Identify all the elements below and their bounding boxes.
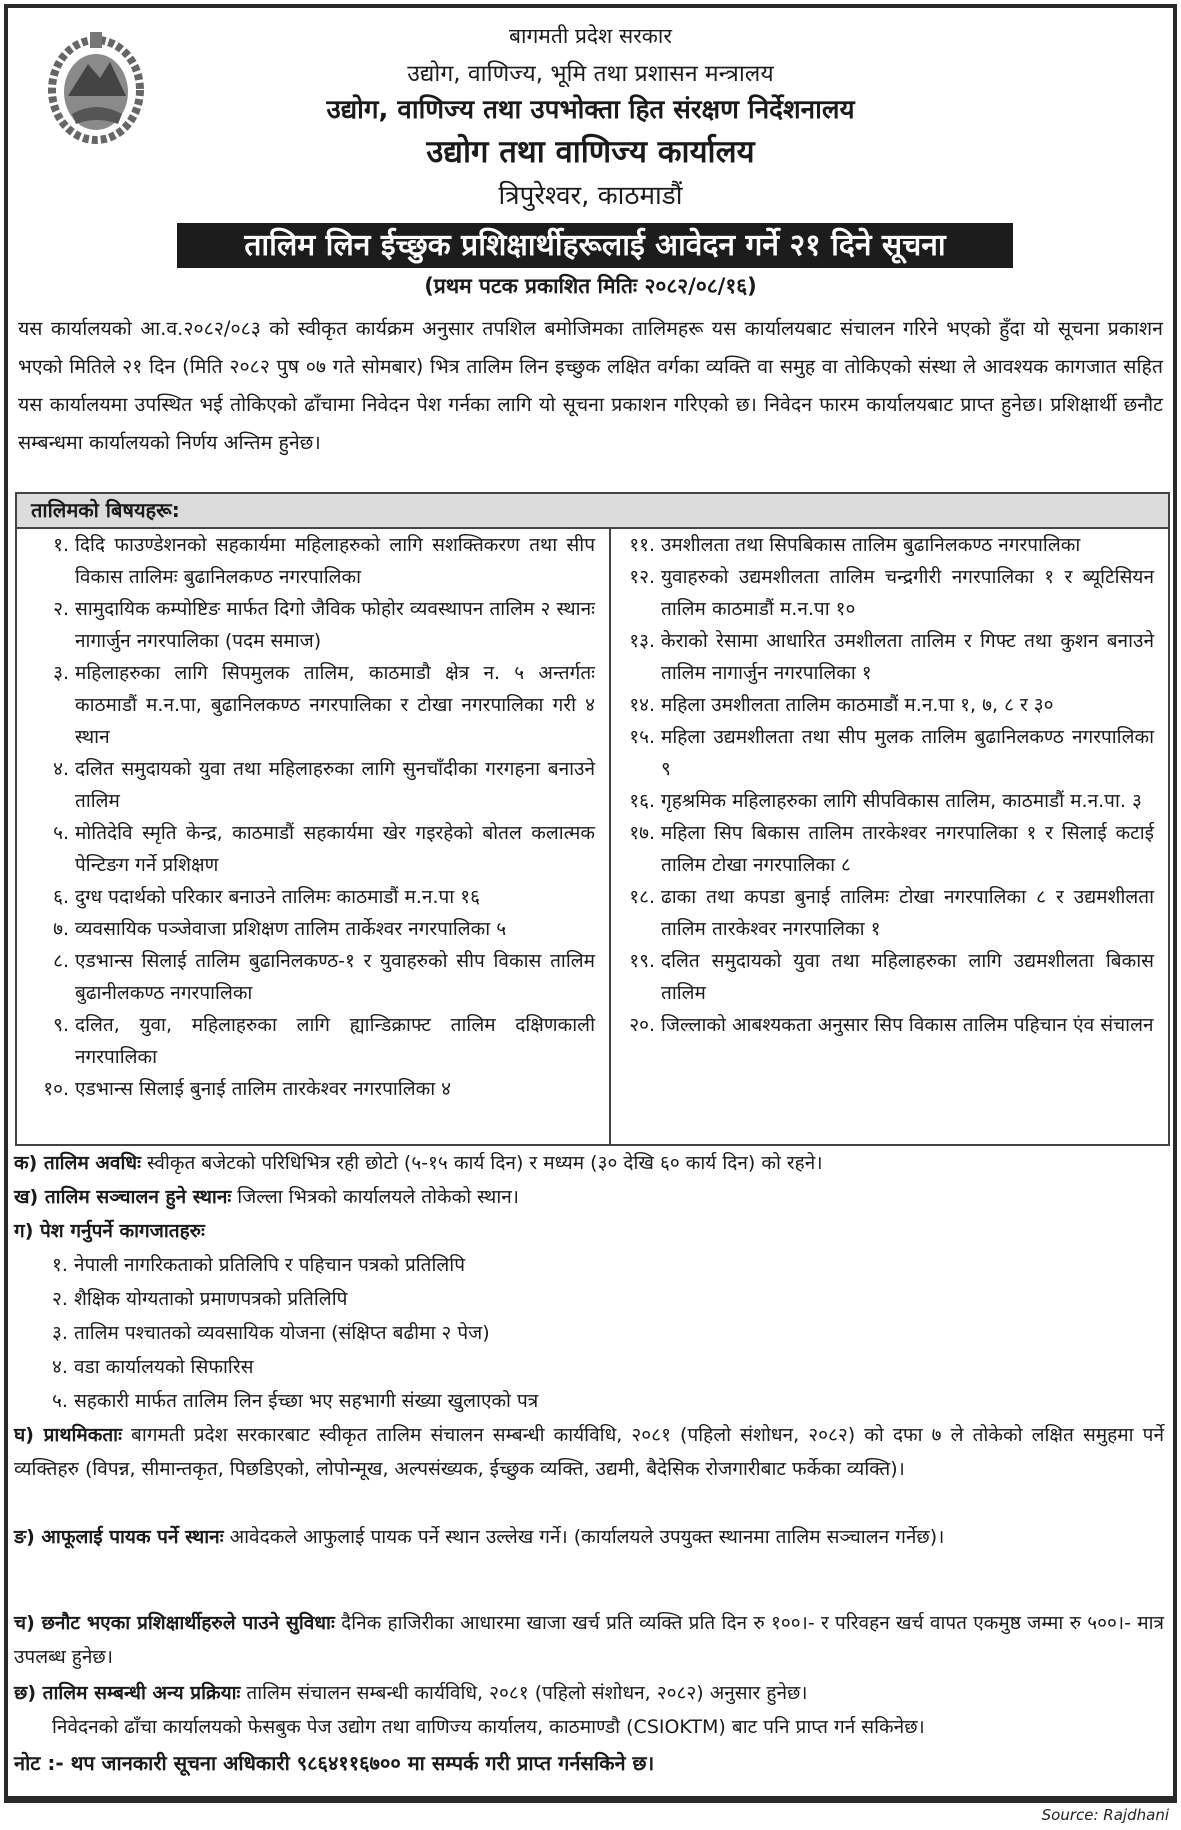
training-topic-item [611, 721, 1168, 785]
training-topic-item [611, 785, 1168, 817]
training-topic-item [611, 881, 1168, 945]
training-topic-item [17, 913, 609, 945]
topic-number: १७. [629, 822, 655, 844]
training-topic-item [17, 657, 609, 753]
training-topic-item [17, 1073, 609, 1105]
training-topic-item [17, 881, 609, 913]
section-label: च) छनौट भएका प्रशिक्षार्थीहरुले पाउने सुविधाः [14, 1612, 335, 1634]
topic-number: ११. [629, 534, 655, 556]
topic-number: २. [53, 598, 69, 620]
section-label: क) तालिम अवधिः [14, 1152, 141, 1174]
topic-number: १०. [43, 1078, 69, 1100]
topic-text: जिल्लाको आबश्यकता अनुसार सिप विकास तालिम पहिचान एंव संचालन [661, 1014, 1154, 1036]
topic-text: केराको रेसामा आधारित उमशीलता तालिम र गिफ्ट तथा कुशन बनाउने तालिम नागार्जुन नगरपालिका १ [661, 630, 1154, 684]
topic-text: दुग्ध पदार्थको परिकार बनाउने तालिमः काठमाडौं म.न.पा १६ [75, 886, 481, 908]
table-heading: तालिमको बिषयहरू: [17, 494, 1168, 529]
topic-number: ९. [53, 1014, 69, 1036]
topic-number: ८. [53, 950, 69, 972]
office-name: उद्योग तथा वाणिज्य कार्यालय [426, 134, 755, 170]
training-topic-item [17, 1009, 609, 1073]
topic-text: महिला उमशीलता तालिम काठमाडौं म.न.पा १, ७, ८ र ३० [661, 694, 1054, 716]
training-topic-item [611, 625, 1168, 689]
topic-number: १३. [629, 630, 655, 652]
form-availability-text: निवेदनको ढाँचा कार्यालयको फेसबुक पेज उद्योग तथा वाणिज्य कार्यालय, काठमाण्डौ (CSIOKTM) बाट पनि प्राप्त गर्न सकिनेछ। [52, 1716, 925, 1738]
ministry-name: उद्योग, वाणिज्य, भूमि तथा प्रशासन मन्त्रालय [407, 61, 774, 87]
source-credit: Source: Rajdhani [1041, 1806, 1169, 1824]
topic-number: १२. [629, 566, 655, 588]
topic-number: १८. [629, 886, 655, 908]
document-item: ४. वडा कार्यालयको सिफारिस [52, 1356, 254, 1378]
document-item: १. नेपाली नागरिकताको प्रतिलिपि र पहिचान पत्रको प्रतिलिपि [52, 1254, 466, 1276]
section-label: ङ) आफूलाई पायक पर्ने स्थानः [14, 1526, 224, 1548]
section-label: घ) प्राथमिकताः [14, 1424, 122, 1446]
topic-text: उमशीलता तथा सिपबिकास तालिम बुढानिलकण्ठ नगरपालिका [661, 534, 1081, 556]
topic-text: व्यवसायिक पञ्जेवाजा प्रशिक्षण तालिम तार्केश्वर नगरपालिका ५ [75, 918, 507, 940]
training-topic-item [611, 945, 1168, 1009]
topic-text: महिलाहरुका लागि सिपमुलक तालिम, काठमाडौ क्षेत्र न. ५ अन्तर्गतः काठमाडौं म.न.पा, बुढानिलकण्ठ नगरपालिका र टोखा नगरपालिका गरी ४ स्थान [75, 662, 595, 748]
topic-number: ७. [53, 918, 69, 940]
notice-title: तालिम लिन ईच्छुक प्रशिक्षार्थीहरूलाई आवेदन गर्ने २१ दिने सूचना [177, 223, 1013, 268]
directorate-name: उद्योग, वाणिज्य तथा उपभोक्ता हित संरक्षण निर्देशनालय [326, 95, 855, 125]
topic-number: १९. [629, 950, 655, 972]
government-name: बागमती प्रदेश सरकार [509, 24, 672, 48]
topic-text: दिदि फाउण्डेशनको सहकार्यमा महिलाहरुको लागि सशक्तिकरण तथा सीप विकास तालिमः बुढानिलकण्ठ नगरपालिका [75, 534, 595, 588]
document-item: ३. तालिम पश्चातको व्यवसायिक योजना (संक्षिप्त बढीमा २ पेज) [52, 1322, 490, 1344]
section-other-process [14, 1676, 1164, 1744]
topic-number: १. [53, 534, 69, 556]
section-text: बागमती प्रदेश सरकारबाट स्वीकृत तालिम संचालन सम्बन्धी कार्यविधि, २०८१ (पहिलो संशोधन, २०८२) को दफा ७ ले तोकेको लक्षित समुहमा पर्ने व्यक्तिहरु (विपन्न, सीमान्तकृत, पिछडिएको, लोपोन्मूख, अल्पसंख्यक, ईच्छुक व्यक्ति, उद्यमी, बैदेसिक रोजगारीबाट फर्केका व्यक्ति)। [14, 1424, 1164, 1480]
topic-number: ३. [53, 662, 69, 684]
training-topic-item [17, 593, 609, 657]
note: नोट :- थप जानकारी सूचना अधिकारी ९८६४११६७०० मा सम्पर्क गरी प्राप्त गर्नसकिने छ। [14, 1751, 655, 1775]
training-topic-item [611, 561, 1168, 625]
published-date: (प्रथम पटक प्रकाशित मितिः २०८२/०८/१६) [424, 274, 757, 298]
section-venue [14, 1180, 1164, 1214]
section-facilities [14, 1606, 1164, 1674]
training-topic-item [611, 689, 1168, 721]
training-topic-item [17, 753, 609, 817]
section-priority [14, 1418, 1164, 1486]
topic-number: ४. [53, 758, 69, 780]
topic-text: युवाहरुको उद्यमशीलता तालिम चन्द्रगीरी नगरपालिका १ र ब्यूटिसियन तालिम काठमाडौं म.न.पा १० [661, 566, 1154, 620]
section-text: तालिम संचालन सम्बन्धी कार्यविधि, २०८१ (पहिलो संशोधन, २०८२) अनुसार हुनेछ। [246, 1682, 808, 1704]
topic-number: ५. [53, 822, 69, 844]
topic-text: महिला सिप बिकास तालिम तारकेश्वर नगरपालिका १ र सिलाई कटाई तालिम टोखा नगरपालिका ८ [661, 822, 1154, 876]
training-topic-item [17, 817, 609, 881]
topic-text: दलित समुदायको युवा तथा महिलाहरुका लागि सुनचाँदीका गरगहना बनाउने तालिम [75, 758, 595, 812]
topic-text: सामुदायिक कम्पोष्टिङ मार्फत दिगो जैविक फोहोर व्यवस्थापन तालिम २ स्थानः नागार्जुन नगरपालिका (पदम समाज) [75, 598, 595, 652]
training-topic-item [17, 529, 609, 593]
training-topic-item [611, 529, 1168, 561]
training-topics-table [15, 492, 1170, 1146]
section-duration [14, 1146, 1164, 1180]
section-label: ख) तालिम सञ्चालन हुने स्थानः [14, 1186, 232, 1208]
topic-number: १६. [629, 790, 655, 812]
section-text: आवेदकले आफुलाई पायक पर्ने स्थान उल्लेख गर्ने। (कार्यालयले उपयुक्त स्थानमा तालिम सञ्चालन गर्नेछ)। [229, 1526, 945, 1548]
section-preferred-location [14, 1520, 1164, 1554]
topic-number: ६. [53, 886, 69, 908]
training-topic-item [611, 1009, 1168, 1041]
document-item: २. शैक्षिक योग्यताको प्रमाणपत्रको प्रतिलिपि [52, 1288, 348, 1310]
topic-text: एडभान्स सिलाई बुनाई तालिम तारकेश्वर नगरपालिका ४ [75, 1078, 452, 1100]
section-text: स्वीकृत बजेटको परिधिभित्र रही छोटो (५-१५ कार्य दिन) र मध्यम (३० देखि ६० कार्य दिन) को रहने। [147, 1152, 823, 1174]
topic-number: २०. [629, 1014, 655, 1036]
section-text: जिल्ला भित्रको कार्यालयले तोकेको स्थान। [237, 1186, 519, 1208]
section-label: छ) तालिम सम्बन्धी अन्य प्रक्रियाः [14, 1682, 241, 1704]
topic-text: मोतिदेवि स्मृति केन्द्र, काठमाडौं सहकार्यमा खेर गइरहेको बोतल कलात्मक पेन्टिङग गर्ने प्रशिक्षण [75, 822, 595, 876]
topic-text: दलित समुदायको युवा तथा महिलाहरुका लागि उद्यमशीलता बिकास तालिम [661, 950, 1154, 1004]
topic-number: १४. [629, 694, 655, 716]
topic-text: दलित, युवा, महिलाहरुका लागि ह्यान्डिक्राफ्ट तालिम दक्षिणकाली नगरपालिका [75, 1014, 595, 1068]
topics-left-column [17, 529, 611, 1144]
section-label: ग) पेश गर्नुपर्ने कागजातहरुः [14, 1220, 205, 1242]
section-documents [14, 1214, 1164, 1418]
document-item: ५. सहकारी मार्फत तालिम लिन ईच्छा भए सहभागी संख्या खुलाएको पत्र [52, 1390, 539, 1412]
section-text: दैनिक हाजिरीका आधारमा खाजा खर्च प्रति व्यक्ति प्रति दिन रु १००।- र परिवहन खर्च वापत एकमुष्ठ जम्मा रु ५००।- मात्र उपलब्ध हुनेछ। [14, 1612, 1164, 1668]
training-topic-item [17, 945, 609, 1009]
office-location: त्रिपुरेश्वर, काठमाडौं [498, 181, 683, 211]
topics-right-column [611, 529, 1168, 1144]
topic-text: गृहश्रमिक महिलाहरुका लागि सीपविकास तालिम, काठमाडौं म.न.पा. ३ [661, 790, 1142, 812]
topic-text: ढाका तथा कपडा बुनाई तालिमः टोखा नगरपालिका ८ र उद्यमशीलता तालिम तारकेश्वर नगरपालिका १ [661, 886, 1154, 940]
intro-paragraph: यस कार्यालयको आ.व.२०८२/०८३ को स्वीकृत कार्यक्रम अनुसार तपशिल बमोजिमका तालिमहरू यस कार्यालयबाट संचालन गरिने भएको हुँदा यो सूचना प्रकाशन भएको मितिले २१ दिन (मिति २०८२ पुष ०७ गते सोमबार) भित्र तालिम लिन इच्छुक लक्षित वर्गका व्यक्ति वा समुह वा तोकिएको संस्था ले आवश्यक कागजात सहित यस कार्यालयमा उपस्थित भई तोकिएको ढाँचामा निवेदन पेश गर्नका लागि यो सूचना प्रकाशन गरिएको छ। निवेदन फारम कार्यालयबाट प्राप्त हुनेछ। प्रशिक्षार्थी छनौट सम्बन्धमा कार्यालयको निर्णय अन्तिम हुनेछ। [18, 317, 1163, 454]
topic-number: १५. [629, 726, 655, 748]
training-topic-item [611, 817, 1168, 881]
topic-text: महिला उद्यमशीलता तथा सीप मुलक तालिम बुढानिलकण्ठ नगरपालिका ९ [661, 726, 1154, 780]
topic-text: एडभान्स सिलाई तालिम बुढानिलकण्ठ-१ र युवाहरुको सीप विकास तालिम बुढानीलकण्ठ नगरपालिका [75, 950, 595, 1004]
